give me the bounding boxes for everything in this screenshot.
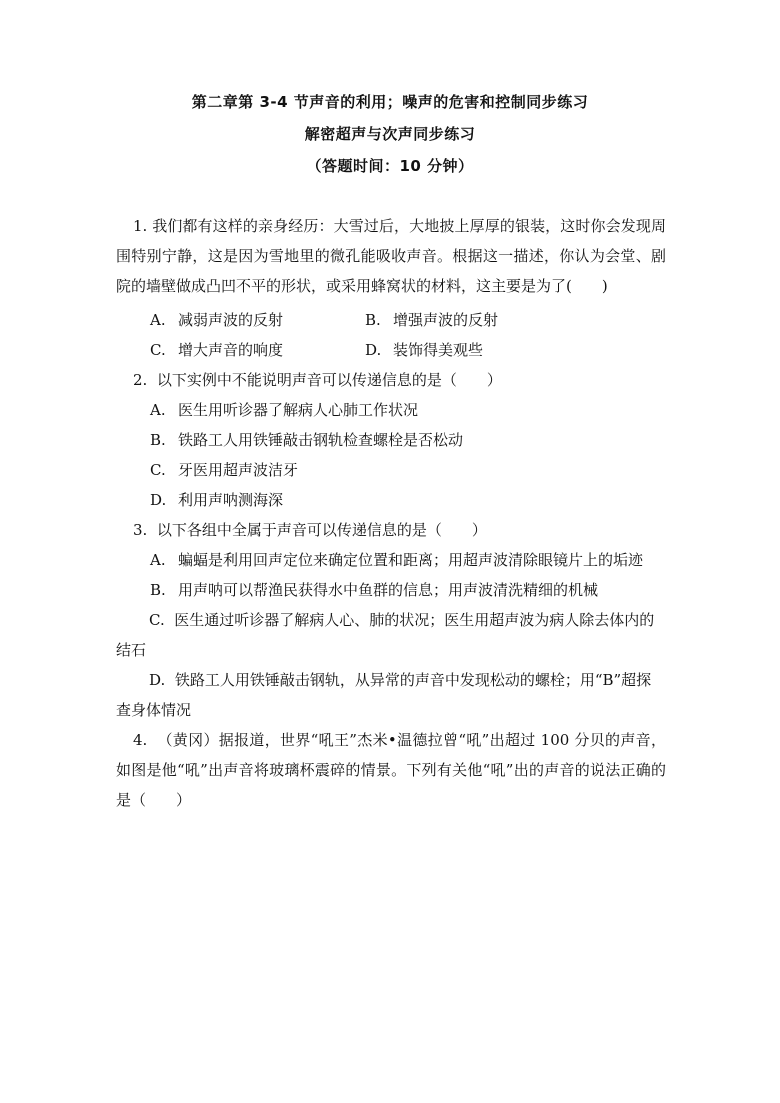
- option-text: 用声呐可以帮渔民获得水中鱼群的信息；用声波清洗精细的机械: [178, 581, 599, 599]
- option-key: D.: [365, 341, 382, 359]
- q1-option-d: [365, 335, 483, 365]
- question-stem: 我们都有这样的亲身经历：大雪过后，大地披上厚厚的银装，这时你会发现周围特别宁静，这是因为雪地里的微孔能吸收声音。根据这一描述，你认为会堂、剧院的墙壁做成凸凹不平的形状，或采用蜂窝状的材料，这主要是为了( ): [116, 217, 666, 295]
- option-key: C.: [149, 611, 165, 629]
- option-text: 蝙蝠是利用回声定位来确定位置和距离；用超声波清除眼镜片上的垢迹: [178, 551, 644, 569]
- option-key: B.: [150, 431, 166, 449]
- question-stem: 以下各组中全属于声音可以传递信息的是（ ）: [156, 521, 487, 539]
- option-key: C.: [150, 461, 166, 479]
- option-text: 医生用听诊器了解病人心肺工作状况: [178, 401, 419, 419]
- question-4: [116, 725, 666, 815]
- q2-option-c: [150, 455, 298, 485]
- question-stem: （黄冈）据报道，世界“吼王”杰米•温德拉曾“吼”出超过 100 分贝的声音，如图是他“吼”出声音将玻璃杯震碎的情景。下列有关他“吼”出的声音的说法正确的是（ ）: [116, 731, 666, 809]
- question-number: 1.: [133, 217, 148, 235]
- option-text: 装饰得美观些: [393, 341, 484, 359]
- document-subtitle: 解密超声与次声同步练习: [304, 125, 476, 143]
- question-number: 3.: [133, 521, 148, 539]
- option-text: 牙医用超声波洁牙: [178, 461, 299, 479]
- q3-option-a: [150, 545, 643, 575]
- q1-option-c: [150, 335, 283, 365]
- question-2: [133, 365, 502, 395]
- question-3: [133, 515, 487, 545]
- option-text: 增大声音的响度: [178, 341, 284, 359]
- option-text: 利用声呐测海深: [178, 491, 284, 509]
- answer-time-note: （答题时间：10 分钟）: [306, 157, 474, 175]
- option-text: 铁路工人用铁锤敲击钢轨检查螺栓是否松动: [178, 431, 464, 449]
- question-stem: 以下实例中不能说明声音可以传递信息的是（ ）: [156, 371, 502, 389]
- option-text: 铁路工人用铁锤敲击钢轨，从异常的声音中发现松动的螺栓；用“B”超探查身体情况: [116, 671, 652, 719]
- option-key: A.: [150, 311, 166, 329]
- option-text: 医生通过听诊器了解病人心、肺的状况；医生用超声波为病人除去体内的结石: [116, 611, 655, 659]
- question-1: [116, 211, 666, 301]
- question-number: 4.: [133, 731, 148, 749]
- q2-option-b: [150, 425, 463, 455]
- q2-option-d: [150, 485, 283, 515]
- option-key: D.: [149, 671, 166, 689]
- option-key: A.: [150, 401, 166, 419]
- question-number: 2.: [133, 371, 148, 389]
- q3-option-d: [116, 665, 666, 725]
- q1-option-b: [365, 305, 498, 335]
- q1-option-a: [150, 305, 283, 335]
- option-text: 减弱声波的反射: [178, 311, 284, 329]
- option-key: D.: [150, 491, 167, 509]
- option-key: C.: [150, 341, 166, 359]
- option-text: 增强声波的反射: [393, 311, 499, 329]
- q3-option-c: [116, 605, 666, 665]
- option-key: A.: [150, 551, 166, 569]
- q2-option-a: [150, 395, 418, 425]
- option-key: B.: [365, 311, 381, 329]
- option-key: B.: [150, 581, 166, 599]
- document-title: 第二章第 3-4 节声音的利用；噪声的危害和控制同步练习: [191, 93, 589, 111]
- q3-option-b: [150, 575, 598, 605]
